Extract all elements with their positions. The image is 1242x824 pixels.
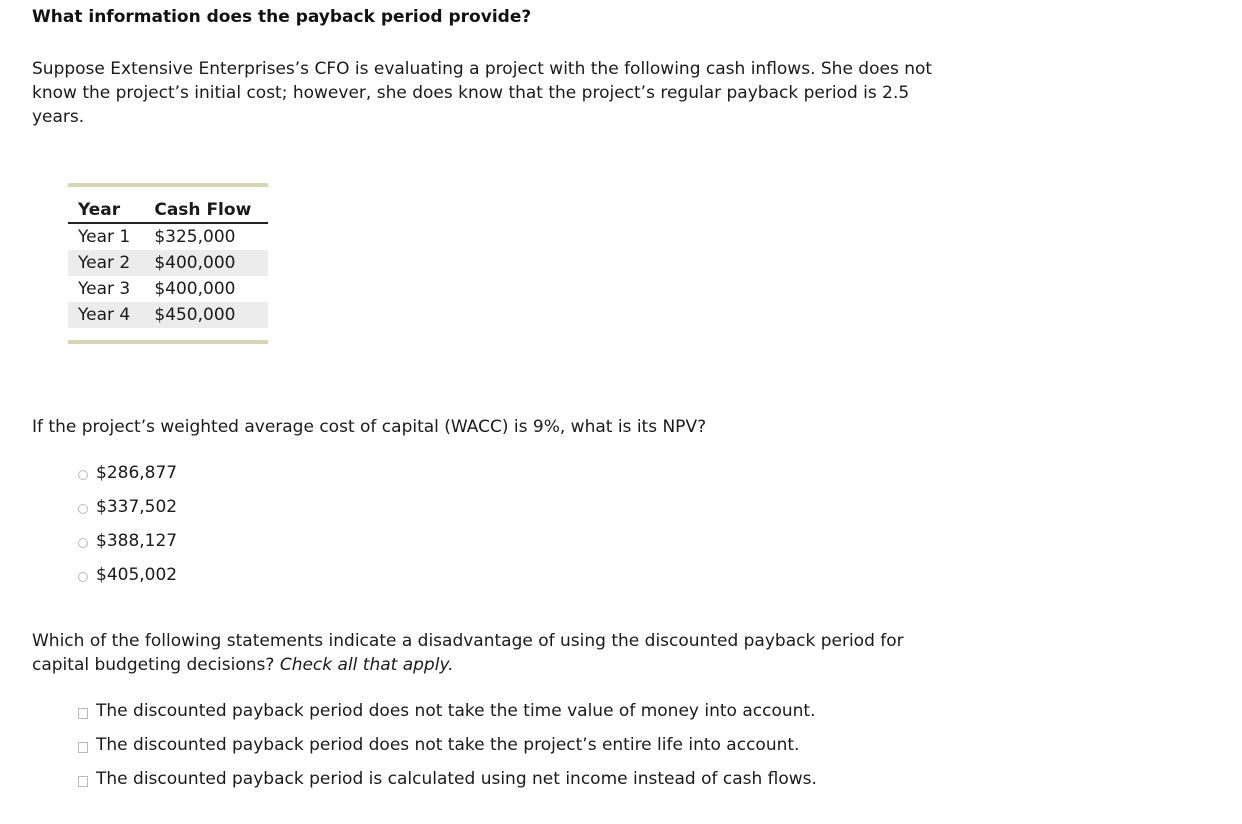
- disadvantage-question: [32, 629, 952, 677]
- statement-option-3[interactable]: [78, 767, 817, 791]
- year-cell: Year 3: [78, 279, 131, 299]
- checkbox[interactable]: [78, 708, 88, 719]
- radio-button[interactable]: [78, 504, 88, 514]
- npv-question: If the project’s weighted average cost of capital (WACC) is 9%, what is its NPV?: [32, 417, 707, 437]
- npv-option-label: $405,002: [96, 565, 178, 585]
- npv-option-label: $286,877: [96, 463, 178, 483]
- cash-flow-cell: $325,000: [154, 227, 236, 247]
- checkbox[interactable]: [78, 742, 88, 753]
- radio-button[interactable]: [78, 572, 88, 582]
- column-header-year: Year: [68, 197, 144, 223]
- npv-option-1[interactable]: [78, 461, 177, 485]
- npv-option-2[interactable]: [78, 495, 177, 519]
- disadvantage-question-text: Which of the following statements indicate a disadvantage of using the discounted payback period for capital budgeting decisions?: [32, 631, 904, 675]
- npv-option-label: $388,127: [96, 531, 178, 551]
- year-cell: Year 2: [68, 250, 144, 276]
- year-cell: Year 4: [68, 302, 144, 328]
- year-cell: Year 1: [78, 227, 131, 247]
- npv-option-4[interactable]: [78, 563, 177, 587]
- intro-paragraph: Suppose Extensive Enterprises’s CFO is evaluating a project with the following cash inflows. She does not know the project’s initial cost; however, she does know that the project’s regular payback period is 2.5 years.: [32, 59, 933, 127]
- table-row: [68, 250, 268, 276]
- check-all-instruction: Check all that apply.: [279, 655, 454, 675]
- radio-button[interactable]: [78, 470, 88, 480]
- radio-button[interactable]: [78, 538, 88, 548]
- table-row: [68, 223, 268, 250]
- cash-flow-cell: $400,000: [144, 250, 268, 276]
- statement-label: The discounted payback period is calculated using net income instead of cash flows.: [96, 769, 817, 789]
- statement-option-2[interactable]: [78, 733, 799, 757]
- column-header-cash-flow: Cash Flow: [144, 197, 268, 223]
- npv-option-3[interactable]: [78, 529, 177, 553]
- checkbox[interactable]: [78, 776, 88, 787]
- cash-flow-cell: $450,000: [144, 302, 268, 328]
- table-row: [68, 302, 268, 328]
- cash-flow-cell: $400,000: [154, 279, 236, 299]
- statement-label: The discounted payback period does not take the project’s entire life into account.: [96, 735, 800, 755]
- statement-option-1[interactable]: [78, 699, 815, 723]
- question-heading: What information does the payback period provide?: [32, 7, 532, 27]
- table-row: [68, 276, 268, 302]
- cash-flow-table-container: [68, 183, 268, 344]
- statement-label: The discounted payback period does not take the time value of money into account.: [96, 701, 816, 721]
- npv-option-label: $337,502: [96, 497, 178, 517]
- cash-flow-table: [68, 197, 268, 328]
